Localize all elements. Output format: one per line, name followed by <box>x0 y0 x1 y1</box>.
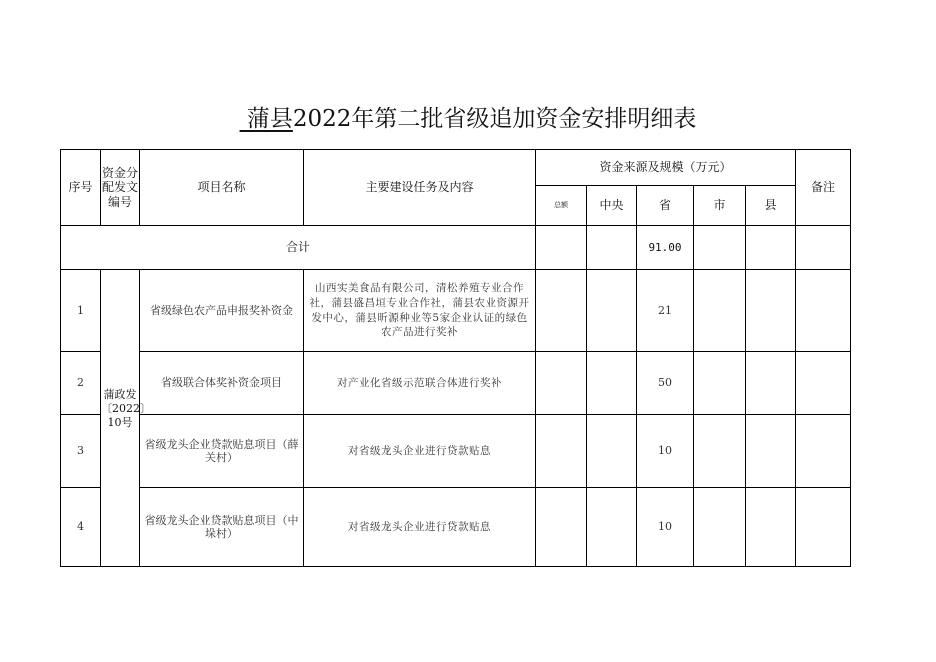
col-remarks-header: 备注 <box>796 150 851 226</box>
title-county: 蒲县 <box>239 106 293 132</box>
col-city-header: 市 <box>694 186 746 226</box>
row-remarks <box>796 270 851 352</box>
row-county <box>746 415 796 488</box>
row-central <box>587 352 637 415</box>
summary-city <box>694 226 746 270</box>
row-central <box>587 488 637 567</box>
row-seq: 3 <box>61 415 101 488</box>
row-remarks <box>796 415 851 488</box>
funding-group-header: 资金来源及规模（万元） <box>536 150 796 186</box>
row-county <box>746 488 796 567</box>
row-county <box>746 352 796 415</box>
row-province: 21 <box>637 270 694 352</box>
row-tasks: 山西实美食品有限公司，清松养殖专业合作社，蒲县盛昌垣专业合作社，蒲县农业资源开发中心，蒲县昕源种业等5家企业认证的绿色农产品进行奖补 <box>304 270 536 352</box>
row-project: 省级联合体奖补资金项目 <box>140 352 304 415</box>
allocation-table <box>60 149 851 567</box>
col-county-header: 县 <box>746 186 796 226</box>
table-row <box>61 352 851 415</box>
row-total <box>536 270 587 352</box>
row-remarks <box>796 352 851 415</box>
summary-total <box>536 226 587 270</box>
row-seq: 4 <box>61 488 101 567</box>
row-city <box>694 270 746 352</box>
row-city <box>694 352 746 415</box>
col-seq-header: 序号 <box>61 150 101 226</box>
row-tasks: 对省级龙头企业进行贷款贴息 <box>304 415 536 488</box>
row-remarks <box>796 488 851 567</box>
row-city <box>694 415 746 488</box>
title-main: 2022年第二批省级追加资金安排明细表 <box>292 106 697 132</box>
summary-province: 91.00 <box>637 226 694 270</box>
summary-remarks <box>796 226 851 270</box>
summary-label: 合计 <box>61 226 536 270</box>
doc-number-cell <box>101 270 151 567</box>
table-row <box>61 270 851 352</box>
row-province: 10 <box>637 415 694 488</box>
row-province: 10 <box>637 488 694 567</box>
row-central <box>587 270 637 352</box>
col-project-header: 项目名称 <box>140 150 304 226</box>
row-seq: 1 <box>61 270 101 352</box>
row-province: 50 <box>637 352 694 415</box>
summary-row <box>61 226 851 270</box>
row-project: 省级绿色农产品申报奖补资金 <box>140 270 304 352</box>
row-project: 省级龙头企业贷款贴息项目（薛关村） <box>140 415 304 488</box>
summary-county <box>746 226 796 270</box>
row-total <box>536 352 587 415</box>
header-row-1 <box>61 150 851 186</box>
page-title <box>0 100 936 133</box>
row-total <box>536 488 587 567</box>
row-county <box>746 270 796 352</box>
col-total-header: 总额 <box>536 186 587 226</box>
row-total <box>536 415 587 488</box>
row-tasks: 对省级龙头企业进行贷款贴息 <box>304 488 536 567</box>
summary-central <box>587 226 637 270</box>
row-city <box>694 488 746 567</box>
row-central <box>587 415 637 488</box>
col-tasks-header: 主要建设任务及内容 <box>304 150 536 226</box>
table-row <box>61 488 851 567</box>
doc-number: 蒲政发〔2022〕10号 <box>101 388 151 429</box>
col-docno-header: 资金分配发文编号 <box>101 150 140 226</box>
row-tasks: 对产业化省级示范联合体进行奖补 <box>304 352 536 415</box>
table-row <box>61 415 851 488</box>
row-project: 省级龙头企业贷款贴息项目（中垛村） <box>140 488 304 567</box>
col-central-header: 中央 <box>587 186 637 226</box>
row-seq: 2 <box>61 352 101 415</box>
col-province-header: 省 <box>637 186 694 226</box>
